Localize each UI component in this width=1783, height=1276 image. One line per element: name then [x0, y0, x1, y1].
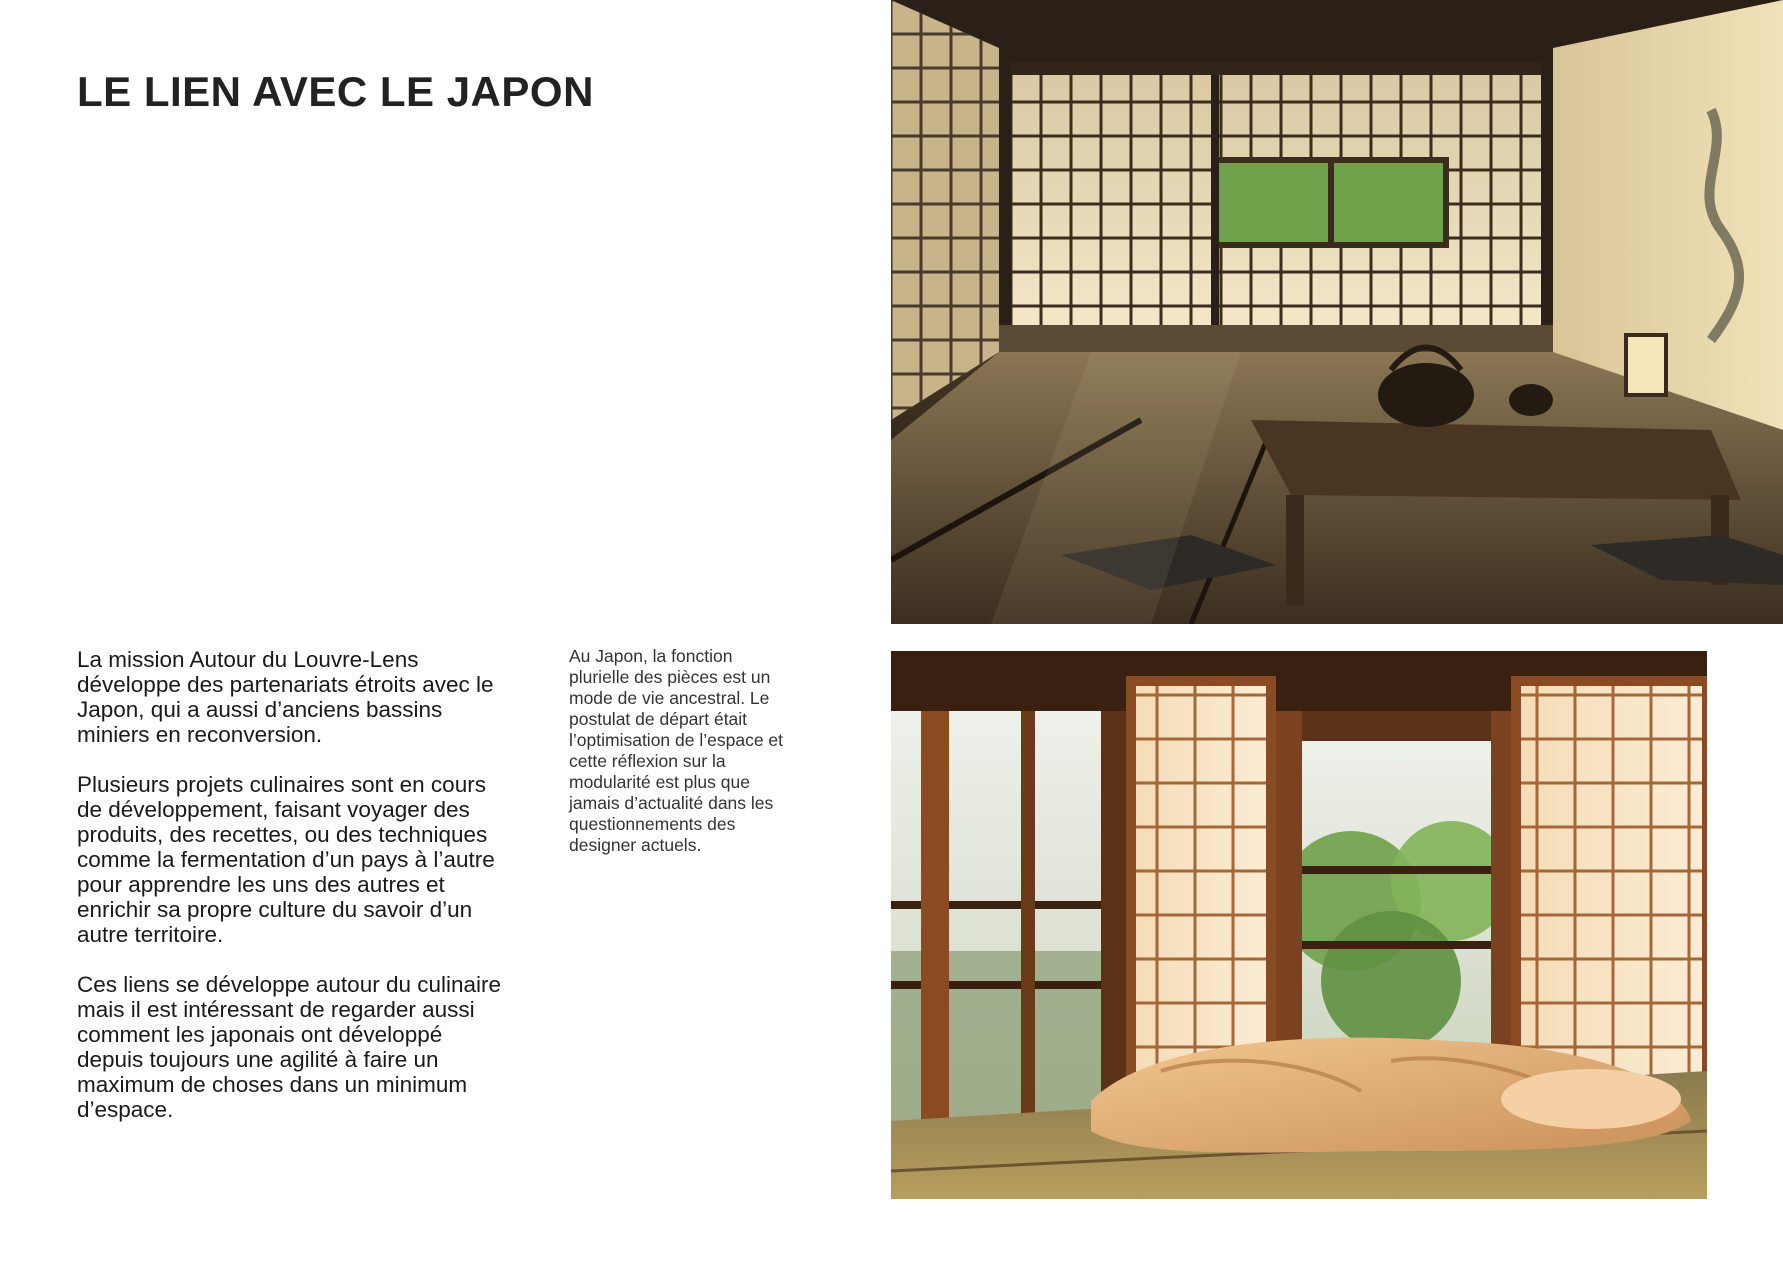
tatami-tea-room-photo: [891, 0, 1783, 624]
image-caption: [569, 646, 784, 856]
body-paragraph-1: La mission Autour du Louvre-Lens développe des partenariats étroits avec le Japon, qui a aussi d’anciens bassins miniers en reconversion.: [77, 647, 494, 747]
bedroom-illustration: [891, 651, 1707, 1199]
page-title: LE LIEN AVEC LE JAPON: [77, 68, 594, 115]
body-paragraph-3: Ces liens se développe autour du culinaire mais il est intéressant de regarder aussi comment les japonais ont développé depuis toujours une agilité à faire un maximum de choses dans un minimum d’espace.: [77, 972, 502, 1122]
caption-paragraph: Au Japon, la fonction plurielle des pièces est un mode de vie ancestral. Le postulat de départ était l’optimisation de l’espace et cette réflexion sur la modularité est plus que jamais d’actualité dans les questionnements des designer actuels.: [569, 646, 784, 855]
body-text: [77, 647, 507, 1147]
tatami-bedroom-futon-photo: [891, 651, 1707, 1199]
body-paragraph-2: Plusieurs projets culinaires sont en cours de développement, faisant voyager des produits, des recettes, ou des techniques comme la fermentation d’un pays à l’autre pour apprendre les uns des autres et enrichir sa propre culture du savoir d’un autre territoire.: [77, 772, 495, 947]
tea-room-illustration: [891, 0, 1783, 624]
